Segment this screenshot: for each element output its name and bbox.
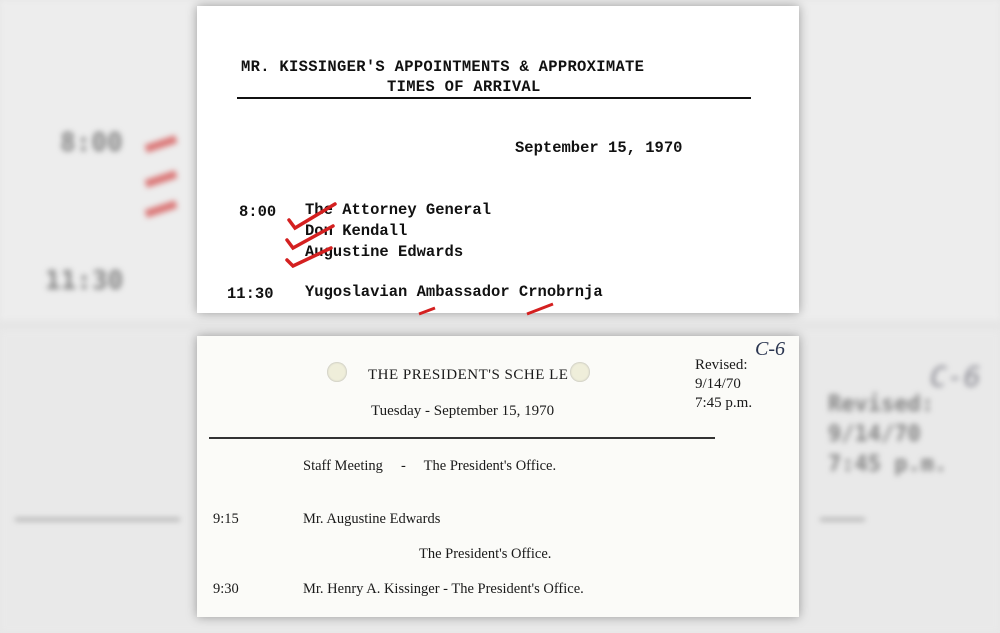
schedule-date: Tuesday - September 15, 1970 xyxy=(371,403,555,419)
punch-hole-right xyxy=(570,362,590,382)
appointment-name-1: The Attorney General xyxy=(305,201,492,219)
schedule-item-4: Mr. Henry A. Kissinger - The President's Office. xyxy=(303,581,584,597)
schedule-item-1: Staff Meeting - The President's Office. xyxy=(303,458,557,474)
handwritten-mark: C-6 xyxy=(755,338,785,360)
background-handwritten-mark: C-6 xyxy=(930,360,981,393)
red-check-mark-icon xyxy=(283,198,343,268)
background-revised-label: Revised: xyxy=(828,392,934,417)
schedule-item-2: Mr. Augustine Edwards xyxy=(303,511,441,527)
background-revised-time: 7:45 p.m. xyxy=(828,452,948,477)
top-card-title-line2: TIMES OF ARRIVAL xyxy=(387,78,541,96)
schedule-item-3: The President's Office. xyxy=(419,546,552,562)
presidents-schedule-card xyxy=(197,336,799,617)
appointment-name-2: Don Kendall xyxy=(305,222,408,240)
red-check-mark-icon xyxy=(417,302,557,316)
background-revised-date: 9/14/70 xyxy=(828,422,921,447)
revised-date: 9/14/70 xyxy=(695,376,741,392)
schedule-time-2: 9:15 xyxy=(213,511,239,527)
punch-hole-left xyxy=(327,362,347,382)
schedule-time-4: 9:30 xyxy=(213,581,239,597)
kissinger-appointments-card xyxy=(197,6,799,313)
background-rule-2 xyxy=(820,518,865,521)
top-card-title-underline xyxy=(237,97,751,99)
top-card-title-line1: MR. KISSINGER'S APPOINTMENTS & APPROXIMATE xyxy=(241,58,645,76)
appointment-name-3: Augustine Edwards xyxy=(305,243,464,261)
background-time-1: 8:00 xyxy=(60,128,123,158)
background-time-2: 11:30 xyxy=(45,266,124,296)
schedule-divider xyxy=(209,437,715,439)
appointment-name-4: Yugoslavian Ambassador Crnobrnja xyxy=(305,283,603,301)
revised-time: 7:45 p.m. xyxy=(695,395,753,411)
top-card-date: September 15, 1970 xyxy=(515,139,683,157)
schedule-title: THE PRESIDENT'S SCHE LE xyxy=(368,367,569,383)
background-rule-1 xyxy=(15,518,180,521)
appointment-time-1: 8:00 xyxy=(239,203,277,221)
appointment-time-4: 11:30 xyxy=(227,285,274,303)
revised-label: Revised: xyxy=(695,357,748,373)
